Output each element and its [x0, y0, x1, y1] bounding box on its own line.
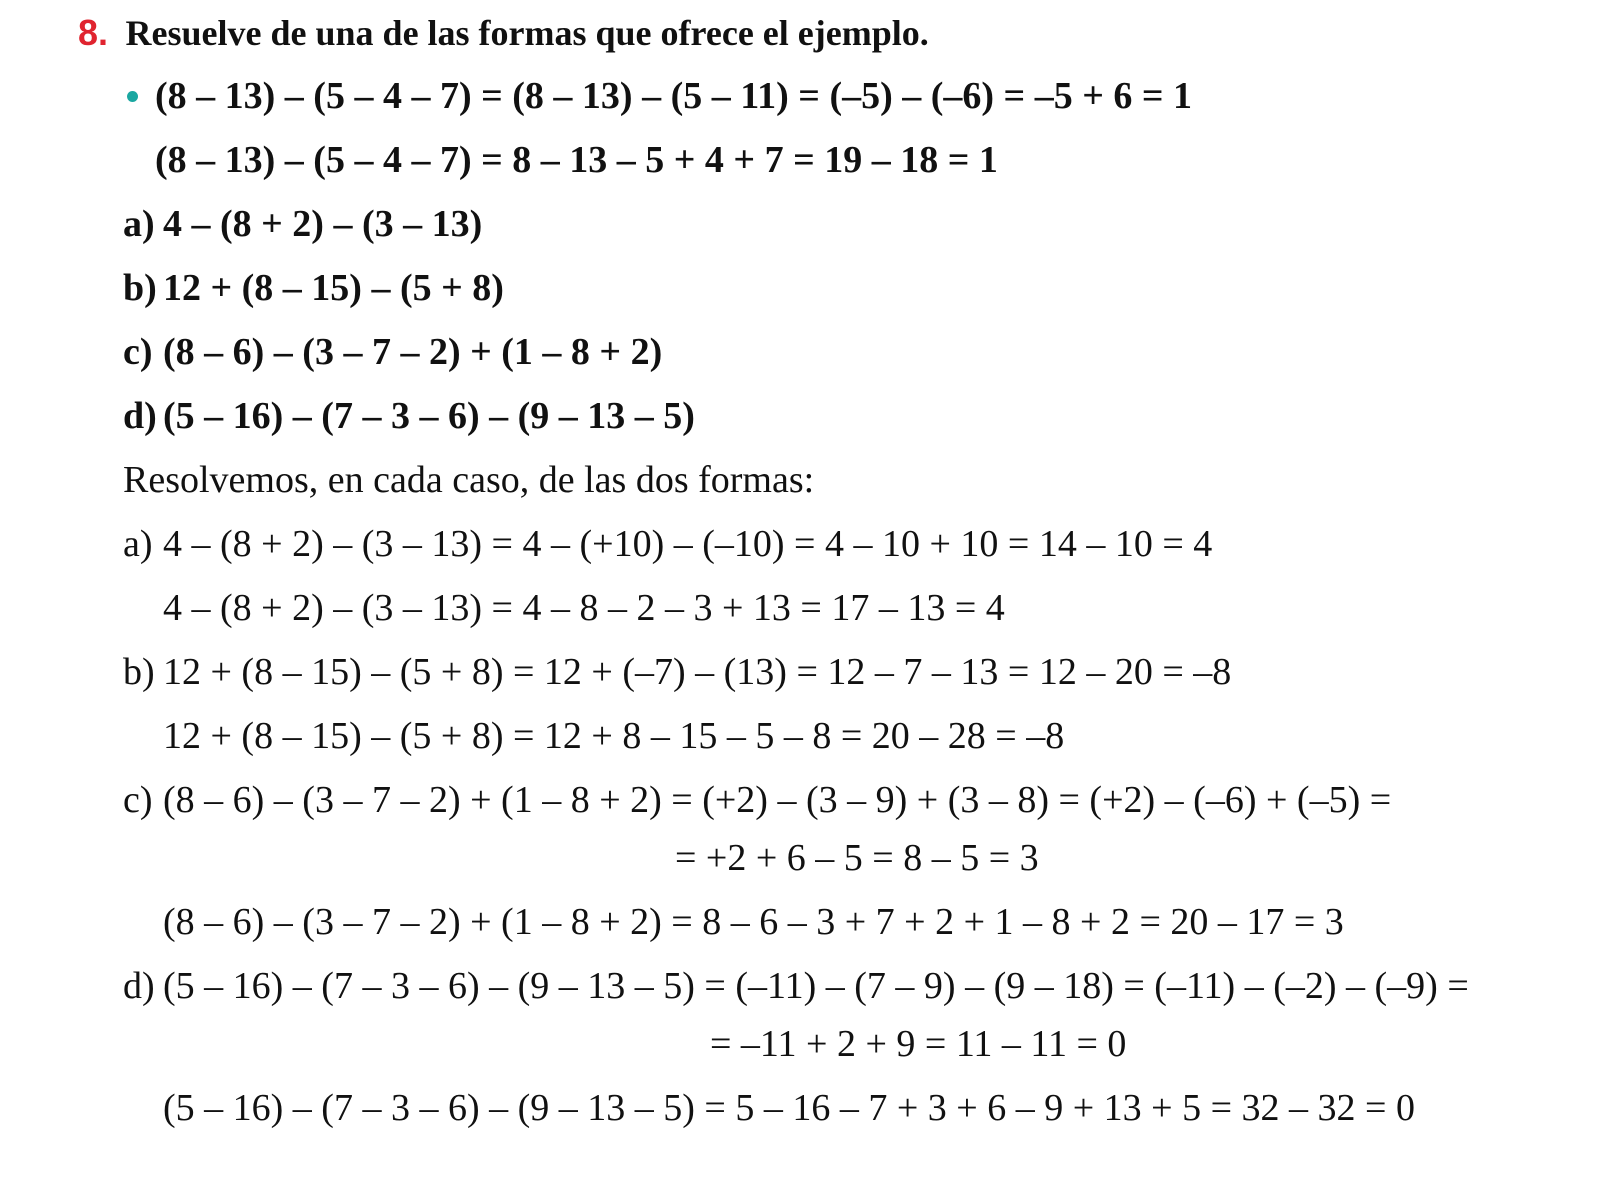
- example-line-2: (8 – 13) – (5 – 4 – 7) = 8 – 13 – 5 + 4 + 7 = 19 – 18 = 1: [155, 139, 998, 181]
- solution-expression: 12 + (8 – 15) – (5 + 8) = 12 + (–7) – (13) = 12 – 7 – 13 = 12 – 20 = –8: [163, 651, 1232, 693]
- solution-expression: (5 – 16) – (7 – 3 – 6) – (9 – 13 – 5) = (–11) – (7 – 9) – (9 – 18) = (–11) – (–2) – (–9) =: [163, 965, 1469, 1007]
- problem-label: d): [123, 395, 157, 437]
- solution-label: a): [123, 523, 153, 565]
- problem-expression: 12 + (8 – 15) – (5 + 8): [163, 267, 504, 309]
- solution-a-line-2: 4 – (8 + 2) – (3 – 13) = 4 – 8 – 2 – 3 + 13 = 17 – 13 = 4: [163, 587, 1005, 629]
- solution-expression: 4 – (8 + 2) – (3 – 13) = 4 – (+10) – (–10) = 4 – 10 + 10 = 14 – 10 = 4: [163, 523, 1213, 565]
- problem-expression: (8 – 6) – (3 – 7 – 2) + (1 – 8 + 2): [163, 331, 663, 373]
- solution-a-line-1: [123, 521, 1212, 567]
- problem-c: [123, 329, 662, 375]
- problem-label: b): [123, 267, 157, 309]
- problem-expression: 4 – (8 + 2) – (3 – 13): [163, 203, 483, 245]
- exercise-heading: [78, 10, 929, 56]
- solution-d-line-1: [123, 963, 1469, 1009]
- exercise-title: Resuelve de una de las formas que ofrece el ejemplo.: [125, 13, 929, 53]
- solution-c-line-1b: = +2 + 6 – 5 = 8 – 5 = 3: [675, 837, 1039, 879]
- solution-label: d): [123, 965, 155, 1007]
- problem-label: a): [123, 203, 155, 245]
- problem-expression: (5 – 16) – (7 – 3 – 6) – (9 – 13 – 5): [163, 395, 695, 437]
- solution-b-line-2: 12 + (8 – 15) – (5 + 8) = 12 + 8 – 15 – 5 – 8 = 20 – 28 = –8: [163, 715, 1065, 757]
- solution-b-line-1: [123, 649, 1231, 695]
- bullet-icon: [127, 91, 138, 102]
- solution-expression: (8 – 6) – (3 – 7 – 2) + (1 – 8 + 2) = (+2) – (3 – 9) + (3 – 8) = (+2) – (–6) + (–5) =: [163, 779, 1392, 821]
- solution-d-line-1b: = –11 + 2 + 9 = 11 – 11 = 0: [710, 1023, 1127, 1065]
- example-line-1: (8 – 13) – (5 – 4 – 7) = (8 – 13) – (5 – 11) = (–5) – (–6) = –5 + 6 = 1: [155, 75, 1193, 117]
- solution-c-line-2: (8 – 6) – (3 – 7 – 2) + (1 – 8 + 2) = 8 – 6 – 3 + 7 + 2 + 1 – 8 + 2 = 20 – 17 = 3: [163, 901, 1344, 943]
- problem-a: [123, 201, 482, 247]
- solution-c-line-1: [123, 777, 1391, 823]
- solution-intro: Resolvemos, en cada caso, de las dos formas:: [123, 459, 815, 501]
- solution-label: b): [123, 651, 155, 693]
- problem-d: [123, 393, 695, 439]
- solution-d-line-2: (5 – 16) – (7 – 3 – 6) – (9 – 13 – 5) = 5 – 16 – 7 + 3 + 6 – 9 + 13 + 5 = 32 – 32 = 0: [163, 1087, 1415, 1129]
- problem-label: c): [123, 331, 153, 373]
- exercise-number: 8.: [78, 12, 109, 53]
- problem-b: [123, 265, 504, 311]
- solution-label: c): [123, 779, 153, 821]
